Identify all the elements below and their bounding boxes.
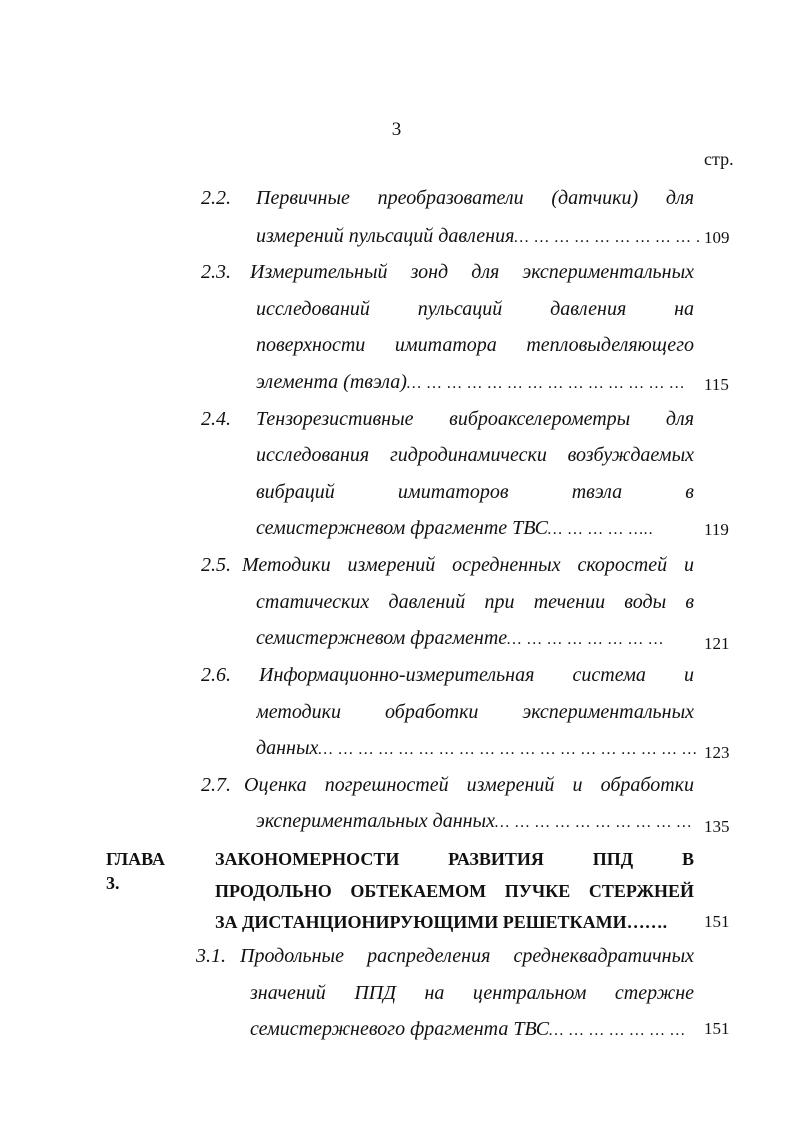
toc-entry-text: экспериментальных данных	[256, 810, 495, 832]
toc-entry-line: Информационно-измерительная система и	[259, 664, 694, 686]
toc-entry-text: измерений пульсаций давления	[256, 225, 515, 247]
toc-entry-line: поверхности имитатора тепловыделяющего	[256, 334, 694, 356]
toc-entry-line: Продольные распределения среднеквадратичных	[240, 945, 694, 967]
toc-entry-number: 2.6.	[201, 664, 231, 686]
toc-dot-leader: … … … … … … … … … .	[514, 229, 702, 246]
toc-entry-page: 135	[704, 817, 730, 836]
toc-entry-number: 2.7.	[201, 774, 231, 796]
toc-dot-leader: … … … … … … … …	[507, 631, 664, 648]
toc-entry-line: статических давлений при течении воды в	[256, 591, 694, 613]
toc-entry-line: вибраций имитаторов твэла в	[256, 481, 694, 503]
toc-chapter-number: ГЛАВА 3.	[106, 849, 166, 893]
toc-entry-page: 115	[704, 375, 729, 394]
toc-chapter-line: ЗА ДИСТАНЦИОНИРУЮЩИМИ РЕШЕТКАМИ…….	[215, 912, 668, 932]
toc-dot-leader: … … … … … … … … … …	[494, 814, 693, 831]
toc-entry-number: 2.5.	[201, 554, 231, 576]
toc-entry-number: 2.2.	[201, 187, 231, 209]
toc-entry-text: данных	[256, 737, 319, 759]
toc-entry-line	[256, 809, 692, 835]
toc-entry-line: Оценка погрешностей измерений и обработки	[244, 774, 694, 796]
toc-entry-line: Тензорезистивные виброакселерометры для	[256, 408, 694, 430]
toc-entry-page: 123	[704, 743, 730, 762]
toc-chapter-line: ЗАКОНОМЕРНОСТИ РАЗВИТИЯ ППД В	[215, 849, 694, 869]
toc-entry-number: 2.3.	[201, 261, 231, 283]
toc-entry-line: Первичные преобразователи (датчики) для	[256, 187, 694, 209]
toc-entry-line	[250, 1017, 686, 1043]
page-column-header: стр.	[704, 149, 734, 169]
toc-entry-line: методики обработки экспериментальных	[256, 701, 694, 723]
toc-entry-text: элемента (твэла)	[256, 371, 407, 393]
toc-entry-page: 109	[704, 228, 730, 247]
toc-dot-leader: … … … … … … …	[549, 1022, 686, 1039]
toc-entry-line: Измерительный зонд для экспериментальных	[250, 261, 694, 283]
toc-entry-page: 119	[704, 520, 729, 539]
toc-dot-leader: … … … … … … … … … … … … … …	[406, 375, 686, 392]
toc-entry-text: семистержневом фрагменте	[256, 627, 508, 649]
toc-entry-line: исследования гидродинамически возбуждаемых	[256, 444, 694, 466]
toc-dot-leader: … … … … …..	[547, 521, 655, 538]
toc-entry-number: 3.1.	[196, 945, 226, 967]
toc-entry-text: семистержневом фрагменте ТВС	[256, 517, 548, 539]
page-number: 3	[391, 119, 402, 140]
toc-chapter-line: ПРОДОЛЬНО ОБТЕКАЕМОМ ПУЧКЕ СТЕРЖНЕЙ	[215, 881, 694, 901]
toc-entry-line	[256, 736, 698, 762]
toc-entry-line: Методики измерений осредненных скоростей и	[242, 554, 694, 576]
toc-entry-page: 121	[704, 634, 730, 653]
toc-entry-line: значений ППД на центральном стержне	[250, 982, 694, 1004]
toc-entry-number: 2.4.	[201, 408, 231, 430]
toc-dot-leader: … … … … … … … … … … … … … … … … … … …	[318, 741, 698, 758]
toc-entry-line	[256, 516, 654, 542]
toc-entry-line	[256, 224, 701, 250]
toc-entry-line	[256, 626, 664, 652]
toc-entry-text: семистержневого фрагмента ТВС	[250, 1018, 550, 1040]
toc-entry-page: 151	[704, 912, 730, 931]
toc-entry-line: исследований пульсаций давления на	[256, 298, 694, 320]
toc-entry-page: 151	[704, 1019, 730, 1038]
toc-entry-line	[256, 370, 685, 396]
